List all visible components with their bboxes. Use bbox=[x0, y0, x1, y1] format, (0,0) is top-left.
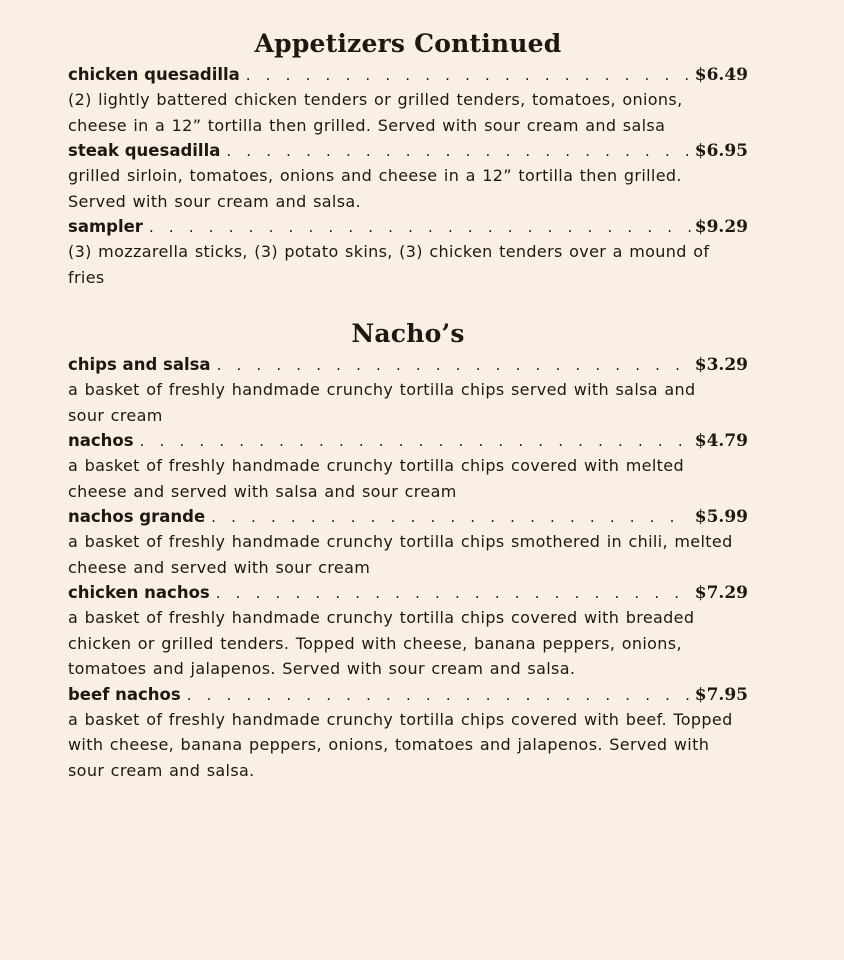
menu-item-header bbox=[68, 352, 748, 377]
menu-item-description: (2) lightly battered chicken tenders or grilled tenders, tomatoes, onions, cheese in a 12” tortilla then grilled. Served with sour cream and salsa bbox=[68, 90, 683, 135]
menu-item-nachos bbox=[68, 428, 748, 504]
dot-leader bbox=[246, 63, 691, 87]
menu-item-sampler bbox=[68, 214, 748, 290]
menu-item-name: chips and salsa bbox=[68, 355, 211, 374]
dot-leader bbox=[140, 429, 691, 453]
menu-item-price: $9.29 bbox=[694, 217, 748, 237]
menu-item-description: a basket of freshly handmade crunchy tortilla chips covered with beef. Topped with cheese, banana peppers, onions, tomatoes and jalapenos. Served with sour cream and salsa. bbox=[68, 709, 733, 780]
menu-item-description: a basket of freshly handmade crunchy tortilla chips smothered in chili, melted cheese and served with sour cream bbox=[68, 532, 733, 577]
menu-item-name: chicken quesadilla bbox=[68, 65, 240, 84]
menu-item-price: $7.95 bbox=[694, 684, 748, 705]
section-title-nachos: Nacho’s bbox=[351, 319, 465, 348]
menu-item-name: nachos bbox=[68, 431, 134, 450]
menu-item-steak-quesadilla bbox=[68, 138, 748, 214]
menu-item-price: $6.49 bbox=[694, 65, 748, 85]
menu-item-name: sampler bbox=[68, 217, 143, 236]
menu-item-name: steak quesadilla bbox=[68, 141, 221, 160]
menu-item-header bbox=[68, 428, 748, 453]
menu-item-header bbox=[68, 214, 748, 239]
menu-item-chips-and-salsa bbox=[68, 352, 748, 428]
menu-item-nachos-grande bbox=[68, 504, 748, 580]
menu-item-chicken-quesadilla bbox=[68, 62, 748, 138]
menu-item-header bbox=[68, 682, 748, 707]
menu-item-header bbox=[68, 138, 748, 163]
dot-leader bbox=[211, 505, 691, 529]
menu-item-price: $4.79 bbox=[694, 431, 748, 451]
dot-leader bbox=[216, 581, 691, 605]
dot-leader bbox=[187, 683, 691, 707]
menu-item-price: $7.29 bbox=[694, 583, 748, 603]
menu-item-description: a basket of freshly handmade crunchy tortilla chips served with salsa and sour cream bbox=[68, 380, 696, 425]
menu-item-beef-nachos bbox=[68, 682, 748, 784]
dot-leader bbox=[149, 215, 691, 239]
menu-item-price: $6.95 bbox=[694, 141, 748, 161]
menu-item-description: grilled sirloin, tomatoes, onions and cheese in a 12” tortilla then grilled. Served with sour cream and salsa. bbox=[68, 166, 682, 211]
dot-leader bbox=[217, 353, 691, 377]
menu-item-header bbox=[68, 580, 748, 605]
menu-item-name: beef nachos bbox=[68, 684, 181, 704]
menu-item-name: chicken nachos bbox=[68, 583, 210, 602]
menu-item-chicken-nachos bbox=[68, 580, 748, 682]
menu-page bbox=[68, 28, 748, 783]
menu-item-description: (3) mozzarella sticks, (3) potato skins, (3) chicken tenders over a mound of fries bbox=[68, 242, 710, 287]
menu-item-description: a basket of freshly handmade crunchy tortilla chips covered with breaded chicken or grilled tenders. Topped with cheese, banana peppers, onions, tomatoes and jalapenos. Served with sour cream and salsa. bbox=[68, 608, 695, 678]
menu-item-price: $5.99 bbox=[694, 507, 748, 527]
section-title-appetizers-continued: Appetizers Continued bbox=[254, 29, 562, 58]
menu-item-header bbox=[68, 62, 748, 87]
menu-item-name: nachos grande bbox=[68, 507, 206, 526]
dot-leader bbox=[226, 139, 690, 163]
menu-item-price: $3.29 bbox=[694, 355, 748, 375]
menu-item-description: a basket of freshly handmade crunchy tortilla chips covered with melted cheese and served with salsa and sour cream bbox=[68, 456, 684, 501]
menu-item-header bbox=[68, 504, 748, 529]
